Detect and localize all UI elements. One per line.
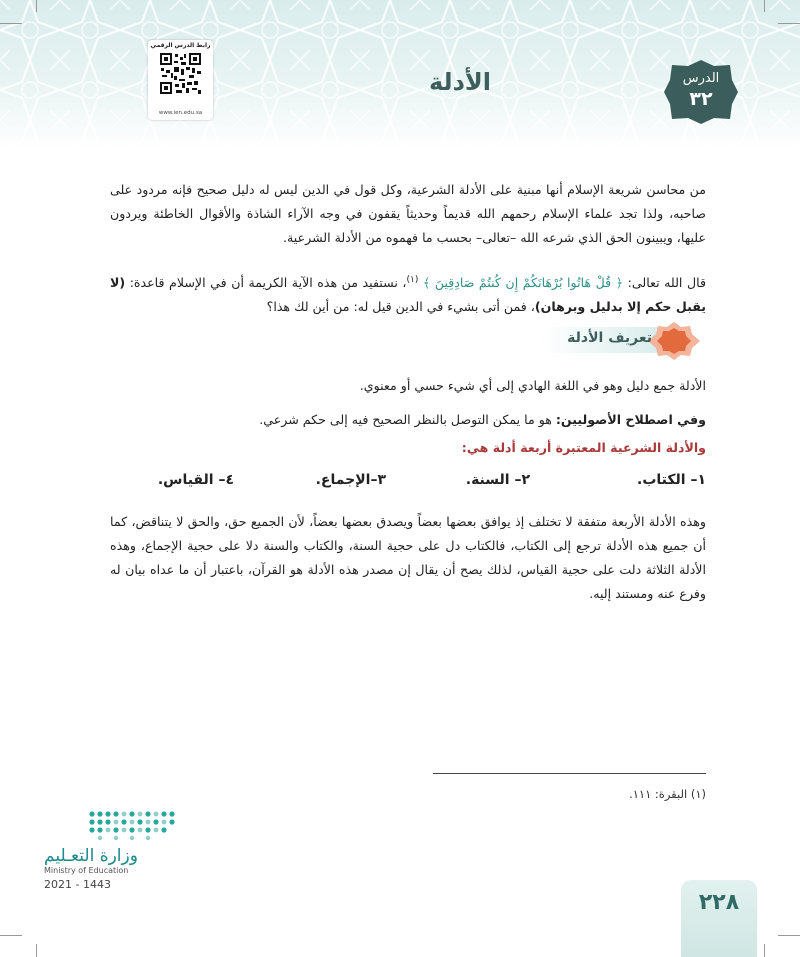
qr-url: www.ien.edu.sa — [158, 110, 203, 116]
term-definition-text: هو ما يمكن التوصل بالنظر الصحيح فيه إلى حكم شرعي. — [259, 412, 552, 427]
crop-mark — [778, 23, 800, 24]
term-definition — [259, 412, 706, 427]
edition-year: 2021 - 1443 — [44, 878, 111, 891]
evidence-item: ٤– القياس. — [157, 472, 234, 488]
qr-code-icon[interactable] — [159, 52, 202, 95]
rule-explanation: ، فمن أتى بشيء في الدين قيل له: من أين لك هذا؟ — [266, 299, 535, 315]
quran-verse: ﴿ قُلْ هَاتُوا بُرْهَانَكُمْ إِن كُنتُمْ صَادِقِينَ ﴾ — [422, 275, 624, 291]
crop-mark — [764, 944, 765, 957]
intro-paragraph: من محاسن شريعة الإسلام أنها مبنية على الأدلة الشرعية، وكل قول في الدين ليس له دليل صحيح فإنه مردود على صاحبه، ولذا تجد علماء الإسلام رحمهم الله قديماً وحديثاً يقفون في وجه الآراء الشاذة والأقوال الخاطئة ويردون عليها، ويبينون الحق الذي شرعه الله –تعالى– بحسب ما فهموه من الأدلة الشرعية. — [110, 182, 706, 245]
lesson-number: ٣٢ — [689, 88, 713, 110]
term-label: وفي اصطلاح الأصوليين: — [555, 412, 706, 427]
verse-paragraph — [110, 268, 706, 319]
crop-mark — [36, 944, 37, 957]
section-title: تعريف الأدلة — [567, 330, 652, 346]
page-title: الأدلة — [429, 68, 491, 96]
crop-mark — [778, 935, 800, 936]
page-number: ٢٢٨ — [698, 890, 740, 915]
qr-title: رابط الدرس الرقمي — [150, 42, 211, 49]
closing-paragraph: وهذه الأدلة الأربعة متفقة لا تختلف إذ يوافق بعضها بعضاً ويصدق بعضها بعضاً، لأن الجميع حق، والحق لا يتناقض، كما أن جميع هذه الأدلة ترجع إلى الكتاب، فالكتاب دل على حجية السنة، والكتاب والسنة دلا على حجية الإجماع، وهذه الأدلة الثلاثة دلت على حجية القياس، لذلك يصح أن يقال إن مصدر هذه الأدلة هو القرآن، باعتبار أن ما عداه بيان له وفرع عنه ومستند إليه. — [110, 514, 706, 601]
ministry-name-arabic: وزارة التعـليم — [44, 846, 138, 866]
evidence-item: ١– الكتاب. — [637, 472, 706, 488]
footnote: (١) البقرة: ١١١. — [629, 787, 706, 801]
crop-mark — [36, 0, 37, 12]
crop-mark — [764, 0, 765, 12]
verse-explanation: ، نستفيد من هذه الآية الكريمة أن في الإسلام قاعدة: — [129, 275, 407, 291]
section-star-icon — [648, 322, 700, 360]
evidence-item: ٢– السنة. — [465, 472, 530, 488]
crop-mark — [0, 935, 22, 936]
footnote-divider — [433, 773, 706, 774]
lesson-label: الدرس — [682, 71, 720, 86]
sources-heading: والأدلة الشرعية المعتبرة أربعة أدلة هي: — [461, 440, 706, 455]
evidence-item: ٣–الإجماع. — [315, 472, 386, 488]
verse-lead: قال الله تعالى: — [627, 275, 706, 291]
ministry-logo-icon — [86, 808, 180, 840]
rule-text: (لا يقبل حكم إلا بدليل وبرهان) — [110, 275, 706, 315]
digital-lesson-qr-card[interactable] — [148, 40, 213, 120]
language-definition: الأدلة جمع دليل وهو في اللغة الهادي إلى أي شيء حسي أو معنوي. — [359, 378, 706, 393]
evidence-list — [157, 472, 706, 496]
crop-mark — [0, 23, 22, 24]
ministry-name-english: Ministry of Education — [44, 866, 129, 875]
footnote-marker[interactable]: (١) — [406, 275, 419, 285]
